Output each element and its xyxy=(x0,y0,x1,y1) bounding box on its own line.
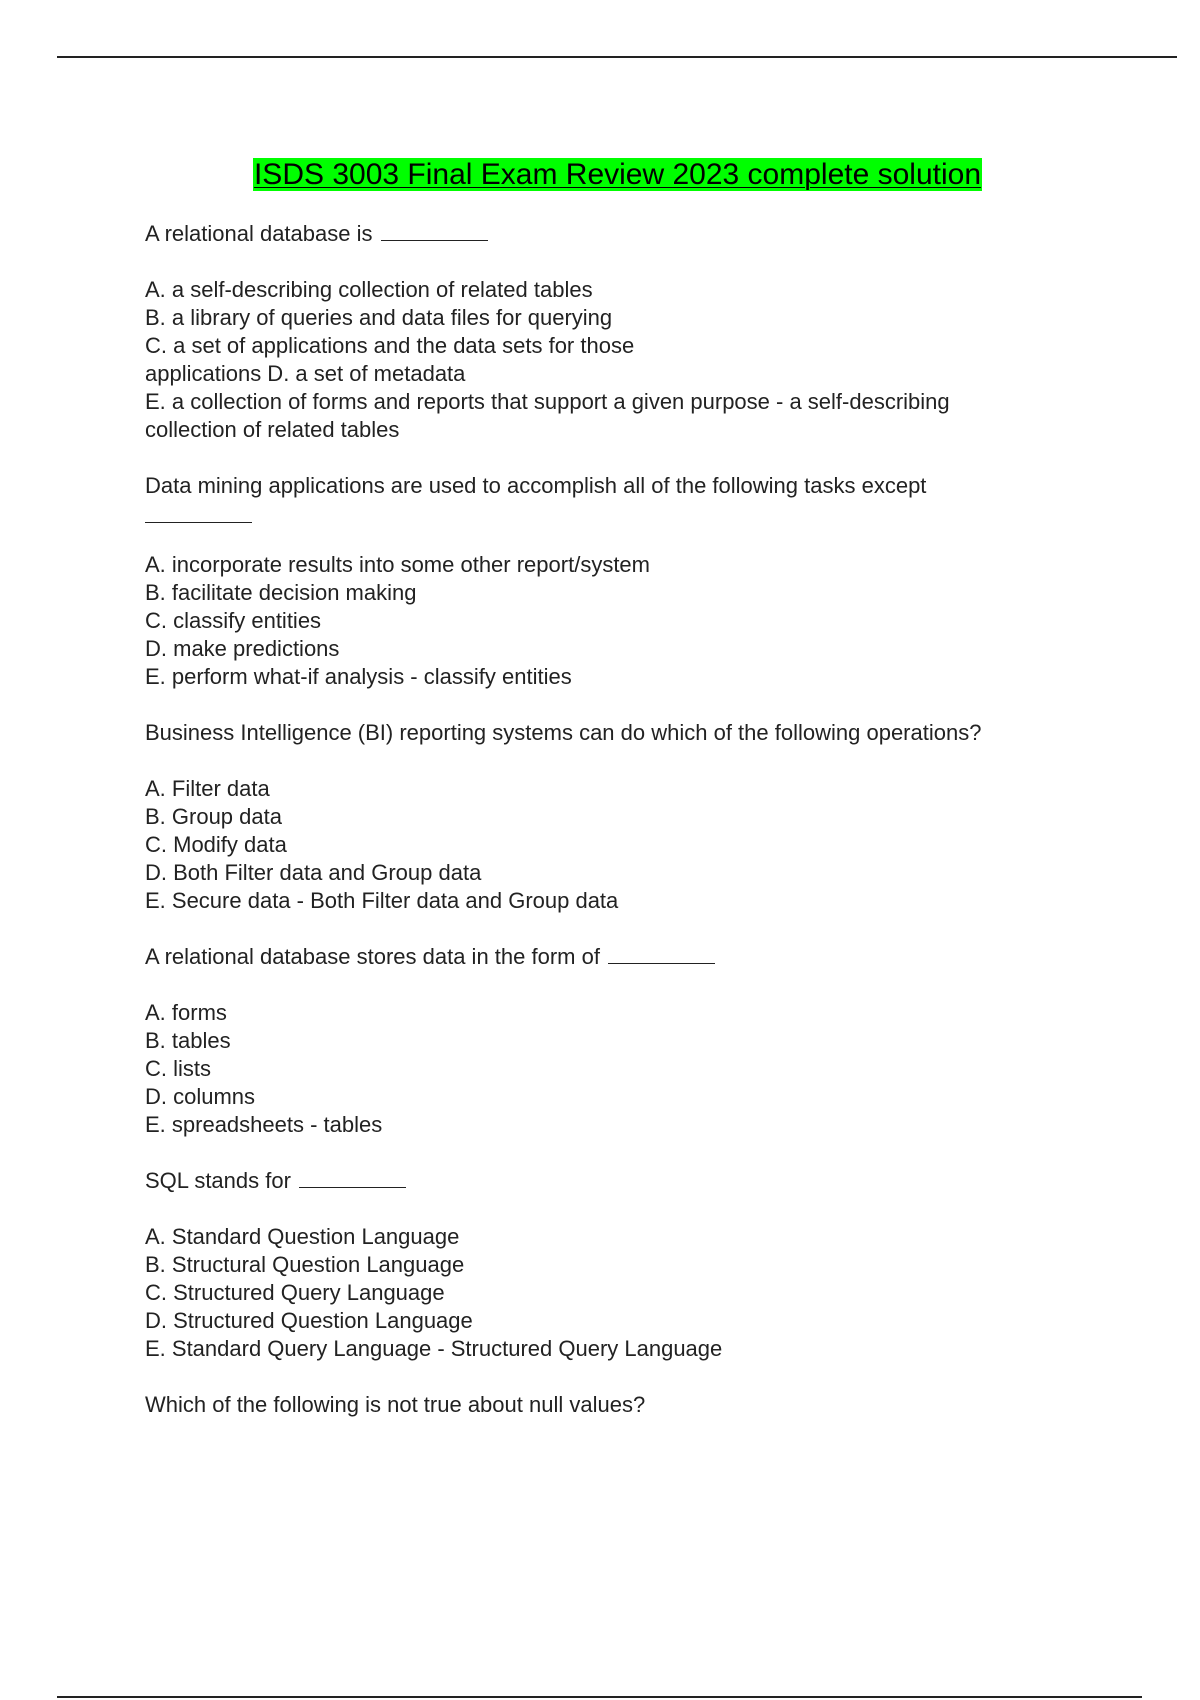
document-title-wrap xyxy=(0,157,1200,193)
question-5 xyxy=(145,1167,1045,1363)
question-2 xyxy=(145,472,1045,691)
answer-blank xyxy=(145,500,252,523)
question-prompt: A relational database stores data in the form of xyxy=(145,943,1045,971)
option: E. a collection of forms and reports that support a given purpose - a self-describing collection of related tables xyxy=(145,389,950,442)
document-title: ISDS 3003 Final Exam Review 2023 complete solution xyxy=(253,158,982,191)
option: E. Standard Query Language - Structured Query Language xyxy=(145,1336,723,1361)
question-3 xyxy=(145,719,1045,915)
option: D. make predictions xyxy=(145,636,340,661)
top-rule xyxy=(57,56,1177,58)
option: E. perform what-if analysis - classify entities xyxy=(145,664,572,689)
question-list xyxy=(145,220,1045,1447)
bottom-rule xyxy=(57,1696,1142,1698)
option: C. classify entities xyxy=(145,608,322,633)
question-prompt: Which of the following is not true about null values? xyxy=(145,1392,646,1417)
question-prompt: A relational database is xyxy=(145,220,1045,248)
option: A. incorporate results into some other report/system xyxy=(145,552,650,577)
question-4 xyxy=(145,943,1045,1139)
option: B. Group data xyxy=(145,804,282,829)
option: applications D. a set of metadata xyxy=(145,361,466,386)
option: B. a library of queries and data files for querying xyxy=(145,305,613,330)
option: A. forms xyxy=(145,1000,227,1025)
option: A. Filter data xyxy=(145,776,270,801)
answer-blank xyxy=(608,945,715,964)
option: E. Secure data - Both Filter data and Group data xyxy=(145,888,619,913)
option: B. facilitate decision making xyxy=(145,580,417,605)
option: B. tables xyxy=(145,1028,231,1053)
option: D. Both Filter data and Group data xyxy=(145,860,482,885)
option: C. a set of applications and the data sets for those xyxy=(145,333,635,358)
option: E. spreadsheets - tables xyxy=(145,1112,383,1137)
option: C. Structured Query Language xyxy=(145,1280,445,1305)
answer-blank xyxy=(381,222,488,241)
question-1 xyxy=(145,220,1045,444)
question-prompt: SQL stands for xyxy=(145,1167,1045,1195)
option: B. Structural Question Language xyxy=(145,1252,465,1277)
question-6 xyxy=(145,1391,1045,1419)
option: D. Structured Question Language xyxy=(145,1308,473,1333)
option: C. Modify data xyxy=(145,832,287,857)
option: A. a self-describing collection of related tables xyxy=(145,277,593,302)
question-prompt: Data mining applications are used to accomplish all of the following tasks except xyxy=(145,472,1045,523)
answer-blank xyxy=(299,1169,406,1188)
option: C. lists xyxy=(145,1056,211,1081)
question-prompt: Business Intelligence (BI) reporting systems can do which of the following operations? xyxy=(145,720,982,745)
option: D. columns xyxy=(145,1084,256,1109)
option: A. Standard Question Language xyxy=(145,1224,460,1249)
